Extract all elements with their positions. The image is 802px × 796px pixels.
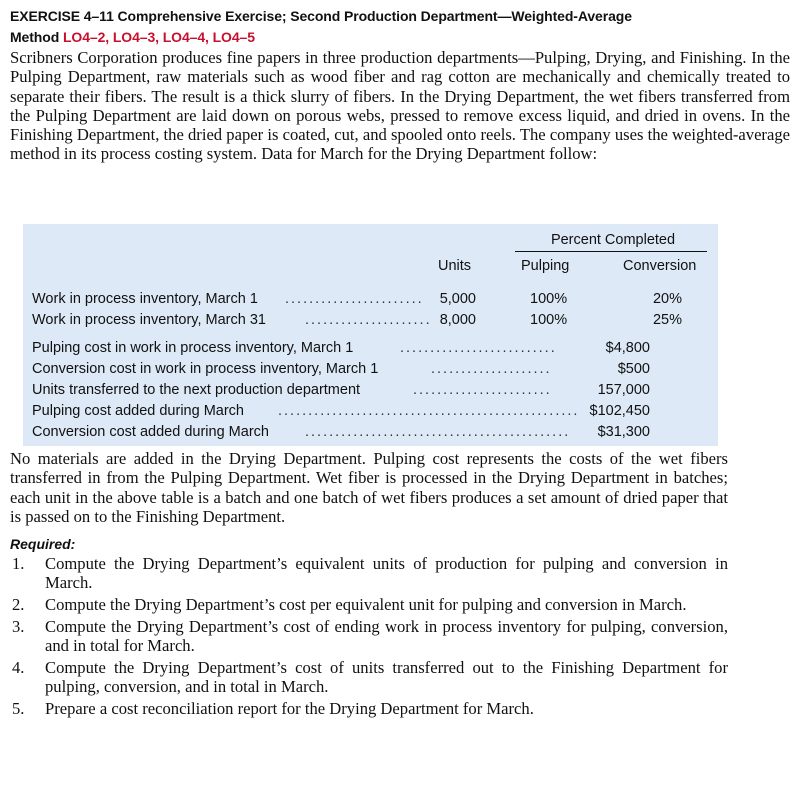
list-item xyxy=(10,554,728,592)
cost-value: $102,450 xyxy=(589,403,650,419)
list-item xyxy=(10,617,728,655)
cost-value: $500 xyxy=(617,361,650,377)
item-text: Compute the Drying Department’s cost of units transferred out to the Finishing Department for pulping, conversion, and in total in March. xyxy=(45,658,728,697)
pulping-column-header: Pulping xyxy=(521,258,570,274)
item-number: 1. xyxy=(12,554,25,574)
conversion-percent: 25% xyxy=(652,312,682,328)
row-label: Pulping cost in work in process inventory, March 1 xyxy=(32,340,354,356)
header-rule xyxy=(515,251,707,252)
row-label: Conversion cost added during March xyxy=(32,424,269,440)
cost-value: $4,800 xyxy=(605,340,650,356)
required-heading: Required: xyxy=(10,536,76,553)
exercise-header xyxy=(10,6,790,164)
leader-dots: ..................... xyxy=(305,312,432,328)
item-number: 5. xyxy=(12,699,25,719)
conversion-column-header: Conversion xyxy=(623,258,697,274)
list-item xyxy=(10,658,728,696)
item-text: Compute the Drying Department’s cost of ending work in process inventory for pulping, conversion, and in total for March. xyxy=(45,617,728,656)
units-value: 5,000 xyxy=(439,291,476,307)
row-label: Work in process inventory, March 31 xyxy=(32,312,266,328)
item-number: 4. xyxy=(12,658,25,678)
row-label: Conversion cost in work in process inventory, March 1 xyxy=(32,361,379,377)
leader-dots: .................... xyxy=(431,361,552,377)
item-text: Compute the Drying Department’s cost per equivalent unit for pulping and conversion in March. xyxy=(45,595,687,615)
leader-dots: ............................................ xyxy=(305,424,571,440)
leader-dots: ....................... xyxy=(413,382,552,398)
item-number: 3. xyxy=(12,617,25,637)
list-item xyxy=(10,699,728,718)
item-text: Compute the Drying Department’s equivalent units of production for pulping and conversion in March. xyxy=(45,554,728,593)
leader-dots: .................................................. xyxy=(278,403,580,419)
item-number: 2. xyxy=(12,595,25,615)
row-label: Units transferred to the next production department xyxy=(32,382,361,398)
drying-department-data-table xyxy=(23,224,718,446)
post-table-content xyxy=(10,449,728,721)
units-column-header: Units xyxy=(438,258,472,274)
row-label: Work in process inventory, March 1 xyxy=(32,291,258,307)
units-value: 8,000 xyxy=(439,312,476,328)
cost-value: 157,000 xyxy=(597,382,650,398)
row-label: Pulping cost added during March xyxy=(32,403,244,419)
pulping-percent: 100% xyxy=(530,291,568,307)
intro-paragraph: Scribners Corporation produces fine papers in three production departments—Pulping, Drying, and Finishing. In the Pulping Department, raw materials such as wood fiber and rag cotton are mechanically and chemically treated to separate their fibers. The result is a thick slurry of fibers. In the Drying Department, the wet fibers transferred from the Pulping Department are laid down on porous webs, pressed to remove excess liquid, and dried in ovens. In the Finishing Department, the dried paper is coated, cut, and spooled onto reels. The company uses the weighted-average method in its process costing system. Data for March for the Drying Department follow: xyxy=(10,48,790,164)
exercise-title: EXERCISE 4–11 Comprehensive Exercise; Second Production Department—Weighted-Average Method LO4–2, LO4–3, LO4–4, LO4–5 xyxy=(10,8,632,45)
conversion-percent: 20% xyxy=(652,291,682,307)
pulping-percent: 100% xyxy=(530,312,568,328)
learning-objectives: LO4–2, LO4–3, LO4–4, LO4–5 xyxy=(62,29,255,45)
percent-completed-header: Percent Completed xyxy=(550,232,676,248)
requirements-list xyxy=(10,554,728,718)
leader-dots: .......................... xyxy=(400,340,557,356)
drying-notes-paragraph: No materials are added in the Drying Department. Pulping cost represents the costs of the wet fibers transferred in from the Pulping Department. Wet fiber is processed in the Drying Department in batches; each unit in the above table is a batch and one batch of wet fibers produces a set amount of dried paper that is passed on to the Finishing Department. xyxy=(10,449,728,526)
leader-dots: ....................... xyxy=(285,291,424,307)
cost-value: $31,300 xyxy=(597,424,650,440)
item-text: Prepare a cost reconciliation report for the Drying Department for March. xyxy=(45,699,534,719)
list-item xyxy=(10,595,728,614)
